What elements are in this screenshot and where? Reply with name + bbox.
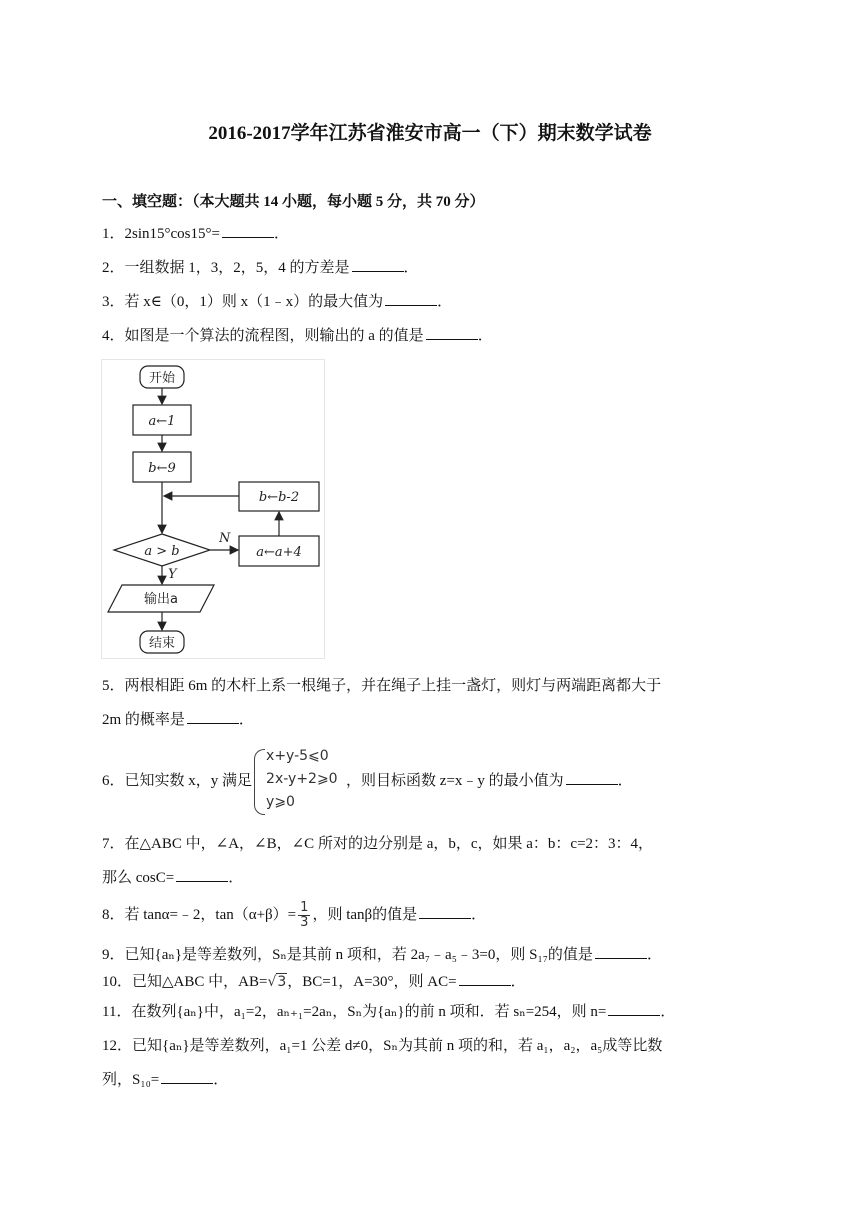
question-number: 1． (102, 226, 125, 242)
question-7-line1 (102, 834, 653, 854)
answer-blank[interactable] (459, 972, 511, 986)
no-label: N (219, 531, 231, 546)
a-update-label: a←a+4 (256, 545, 302, 560)
question-number: 7． (102, 836, 125, 852)
flowchart-svg (102, 360, 324, 658)
answer-blank[interactable] (222, 224, 274, 238)
constraint-row: x+y-5⩽0 (266, 747, 329, 764)
yes-label: Y (168, 567, 177, 582)
question-number: 8． (102, 907, 125, 923)
question-text: ，BC=1，A=30°，则 AC= (287, 974, 457, 990)
constraint-row: 2x-y+2⩾0 (266, 770, 338, 787)
question-number: 12． (102, 1038, 133, 1054)
question-1 (102, 224, 289, 244)
question-text: 若 tanα=﹣2，tan（α+β）= (124, 907, 297, 923)
question-number: 3． (102, 294, 125, 310)
answer-blank[interactable] (566, 771, 618, 785)
answer-blank[interactable] (595, 945, 647, 959)
fraction (298, 901, 310, 930)
question-text: 两根相距 6m 的木杆上系一根绳子，并在绳子上挂一盏灯，则灯与两端距离都大于 (124, 678, 662, 694)
question-end: ． (273, 226, 289, 242)
question-10 (102, 972, 526, 992)
question-number: 2． (102, 260, 125, 276)
question-text: 已知实数 x，y 满足 (124, 773, 253, 789)
flowchart (102, 360, 324, 658)
question-number: 6． (102, 773, 125, 789)
question-end: ． (403, 260, 419, 276)
question-6 (102, 746, 633, 816)
fraction-numerator: 1 (300, 900, 309, 916)
question-number: 5． (102, 678, 125, 694)
fraction-denominator: 3 (300, 915, 309, 931)
question-5-line2 (102, 710, 254, 730)
question-number: 4． (102, 328, 125, 344)
question-text: 2sin15°cos15°= (124, 226, 220, 242)
question-end: ． (471, 907, 487, 923)
answer-blank[interactable] (419, 905, 471, 919)
b-init-label: b←9 (148, 461, 176, 476)
question-text: 那么 cosC= (102, 870, 175, 886)
question-11 (102, 1002, 675, 1022)
question-text: 在数列{aₙ}中，a₁=2，aₙ₊₁=2aₙ，Sₙ为{aₙ}的前 n 项和．若 sₙ=254，则 n= (131, 1004, 607, 1020)
answer-blank[interactable] (176, 868, 228, 882)
end-label: 结束 (148, 636, 176, 651)
question-end: ． (213, 1072, 229, 1088)
question-end: ． (617, 773, 633, 789)
answer-blank[interactable] (608, 1002, 660, 1016)
question-end: ． (437, 294, 453, 310)
answer-blank[interactable] (426, 326, 478, 340)
question-3 (102, 292, 452, 312)
answer-blank[interactable] (187, 710, 239, 724)
question-9 (102, 945, 662, 965)
question-number: 11． (102, 1004, 132, 1020)
question-2 (102, 258, 419, 278)
answer-blank[interactable] (385, 292, 437, 306)
condition-label: a > b (144, 544, 180, 559)
question-text: 已知{aₙ}是等差数列，a₁=1 公差 d≠0，Sₙ为其前 n 项的和，若 a₁，a₂，a₅成等比数 (132, 1038, 663, 1054)
question-end: ． (510, 974, 526, 990)
question-text: 在△ABC 中，∠A，∠B，∠C 所对的边分别是 a，b，c，如果 a：b：c=2：3：4， (124, 836, 654, 852)
radicand: 3 (277, 974, 287, 990)
question-end: ． (660, 1004, 676, 1020)
question-4 (102, 326, 493, 346)
question-text: 一组数据 1，3，2，5，4 的方差是 (124, 260, 350, 276)
answer-blank[interactable] (161, 1070, 213, 1084)
question-text: 已知{aₙ}是等差数列，Sₙ是其前 n 项和，若 2a₇﹣a₅﹣3=0，则 S₁₇的值是 (124, 947, 593, 963)
b-update-label: b←b-2 (258, 490, 300, 505)
a-init-label: a←1 (148, 414, 176, 429)
question-text: ，则 tanβ的值是 (312, 907, 418, 923)
question-end: ． (228, 870, 244, 886)
question-text: 列，S₁₀= (102, 1072, 160, 1088)
question-5-line1 (102, 676, 661, 696)
start-label: 开始 (148, 371, 176, 386)
question-text: ，则目标函数 z=x﹣y 的最小值为 (346, 773, 564, 789)
question-end: ． (238, 712, 254, 728)
question-end: ． (646, 947, 662, 963)
question-text: 如图是一个算法的流程图，则输出的 a 的值是 (124, 328, 424, 344)
constraint-system (254, 747, 344, 817)
question-7-line2 (102, 868, 243, 888)
question-number: 9． (102, 947, 125, 963)
answer-blank[interactable] (352, 258, 404, 272)
question-text: 2m 的概率是 (102, 712, 185, 728)
square-root: √3 (267, 974, 287, 990)
output-label: 输出a (144, 592, 178, 607)
brace (254, 749, 265, 815)
question-12-line1 (102, 1036, 662, 1056)
question-8 (102, 900, 486, 930)
question-end: ． (477, 328, 493, 344)
question-number: 10． (102, 974, 133, 990)
constraint-row: y⩾0 (266, 793, 295, 810)
section-heading: 一、填空题：（本大题共 14 小题，每小题 5 分，共 70 分） (102, 194, 485, 210)
question-text: 若 x∈（0，1）则 x（1﹣x）的最大值为 (124, 294, 384, 310)
question-text: 已知△ABC 中，AB= (132, 974, 268, 990)
question-12-line2 (102, 1070, 228, 1090)
page-title: 2016-2017学年江苏省淮安市高一（下）期末数学试卷 (208, 123, 652, 144)
